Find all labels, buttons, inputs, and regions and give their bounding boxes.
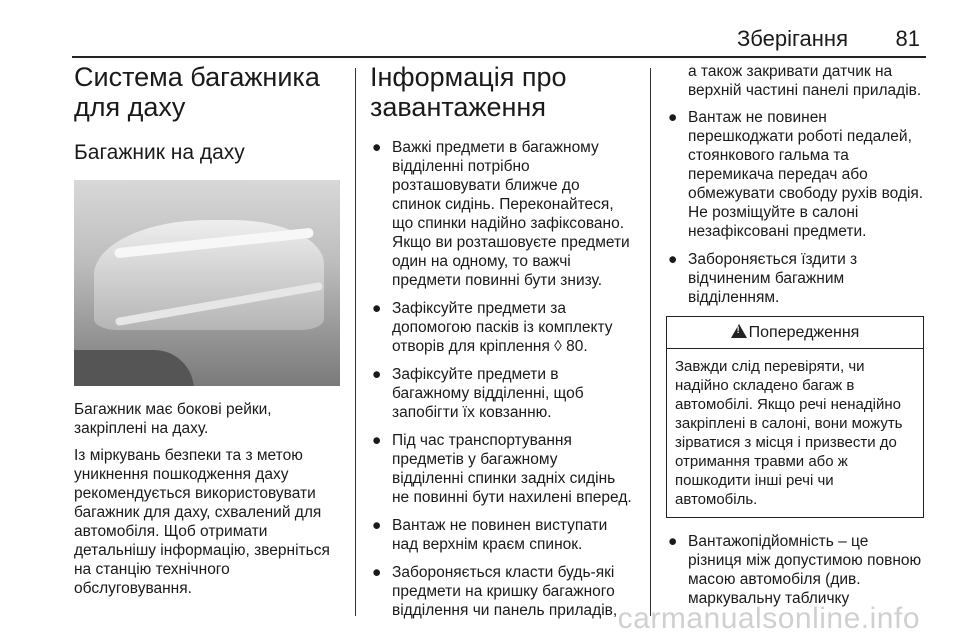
header-divider [72, 56, 926, 58]
page-header [72, 26, 926, 52]
list-item: ● Зафіксуйте предмети в багажному відділенні, щоб запобігти їх ковзанню. [372, 366, 584, 421]
list-item: ● Зафіксуйте предмети за допомогою пасків із комплекту отворів для кріплення ◊ 80. [372, 300, 613, 355]
bullet-list [666, 532, 926, 608]
column-divider [355, 68, 356, 616]
bullet-list [370, 138, 632, 620]
list-item: ● Забороняється класти будь-які предмети на кришку багажного відділення чи панель приладів, [372, 564, 618, 619]
column-right [666, 62, 926, 617]
bullet-icon: ● [372, 300, 382, 317]
list-item: ● Під час транспортування предметів у багажному відділенні спинки задніх сидінь не повинні бути нахилені вперед. [372, 432, 632, 506]
bullet-icon: ● [668, 109, 678, 126]
bullet-icon: ● [372, 517, 382, 534]
section-heading: Інформація про завантаження [370, 62, 567, 122]
bullet-icon: ● [372, 564, 382, 581]
list-item: ● Забороняється їздити з відчиненим багажним відділенням. [668, 251, 858, 306]
list-item: ● Вантаж не повинен виступати над верхнім краєм спинок. [372, 517, 608, 553]
continued-text: а також закривати датчик на верхній частині панелі приладів. [688, 63, 922, 99]
body-paragraph: Багажник має бокові рейки, закріплені на даху. [74, 401, 272, 437]
bullet-icon: ● [372, 366, 382, 383]
column-divider [650, 68, 651, 616]
list-item: ● Вантаж не повинен перешкоджати роботі педалей, стоянкового гальма та перемикача передач або обмежувати свободу рухів водія. Не розміщуйте в салоні незафіксовані предмети. [668, 109, 924, 240]
bullet-icon: ● [372, 139, 382, 156]
page-number: 81 [895, 26, 920, 51]
bullet-list [666, 108, 926, 307]
warning-header [667, 317, 923, 349]
column-middle [370, 62, 632, 629]
roof-rack-photo [74, 180, 340, 386]
section-heading: Система багажника для даху [74, 62, 320, 122]
list-item: ● Вантажопідйомність – це різниця між допустимою повною масою автомобіля (див. маркувальну табличку [668, 533, 922, 607]
bullet-icon: ● [668, 251, 678, 268]
section-title: Зберігання [737, 26, 848, 51]
subsection-heading: Багажник на даху [74, 141, 245, 164]
bullet-icon: ● [668, 533, 678, 550]
list-item: ● Важкі предмети в багажному відділенні потрібно розташовувати ближче до спинок сидінь. Переконайтеся, що спинки надійно зафіксовано. Якщо ви розташовуєте предмети один на одному, то важчі предмети повинні бути знизу. [372, 139, 630, 289]
body-paragraph: Із міркувань безпеки та з метою уникнення пошкодження даху рекомендується використовувати багажник для даху, схвалений для автомобіля. Щоб отримати детальнішу інформацію, зверніться на станцію технічного обслуговування. [74, 447, 330, 597]
bullet-icon: ● [372, 432, 382, 449]
warning-title: Попередження [748, 324, 860, 341]
warning-triangle-icon [731, 324, 747, 338]
warning-box [666, 316, 924, 518]
warning-body: Завжди слід перевіряти, чи надійно складено багаж в автомобілі. Якщо речі ненадійно закріплені в салоні, вони можуть зірватися з місця і призвести до отримання травми або ж пошкодити інші речі чи автомобіль. [675, 358, 903, 508]
watermark: carmanualsonline.info [617, 602, 920, 635]
column-left [74, 62, 342, 606]
